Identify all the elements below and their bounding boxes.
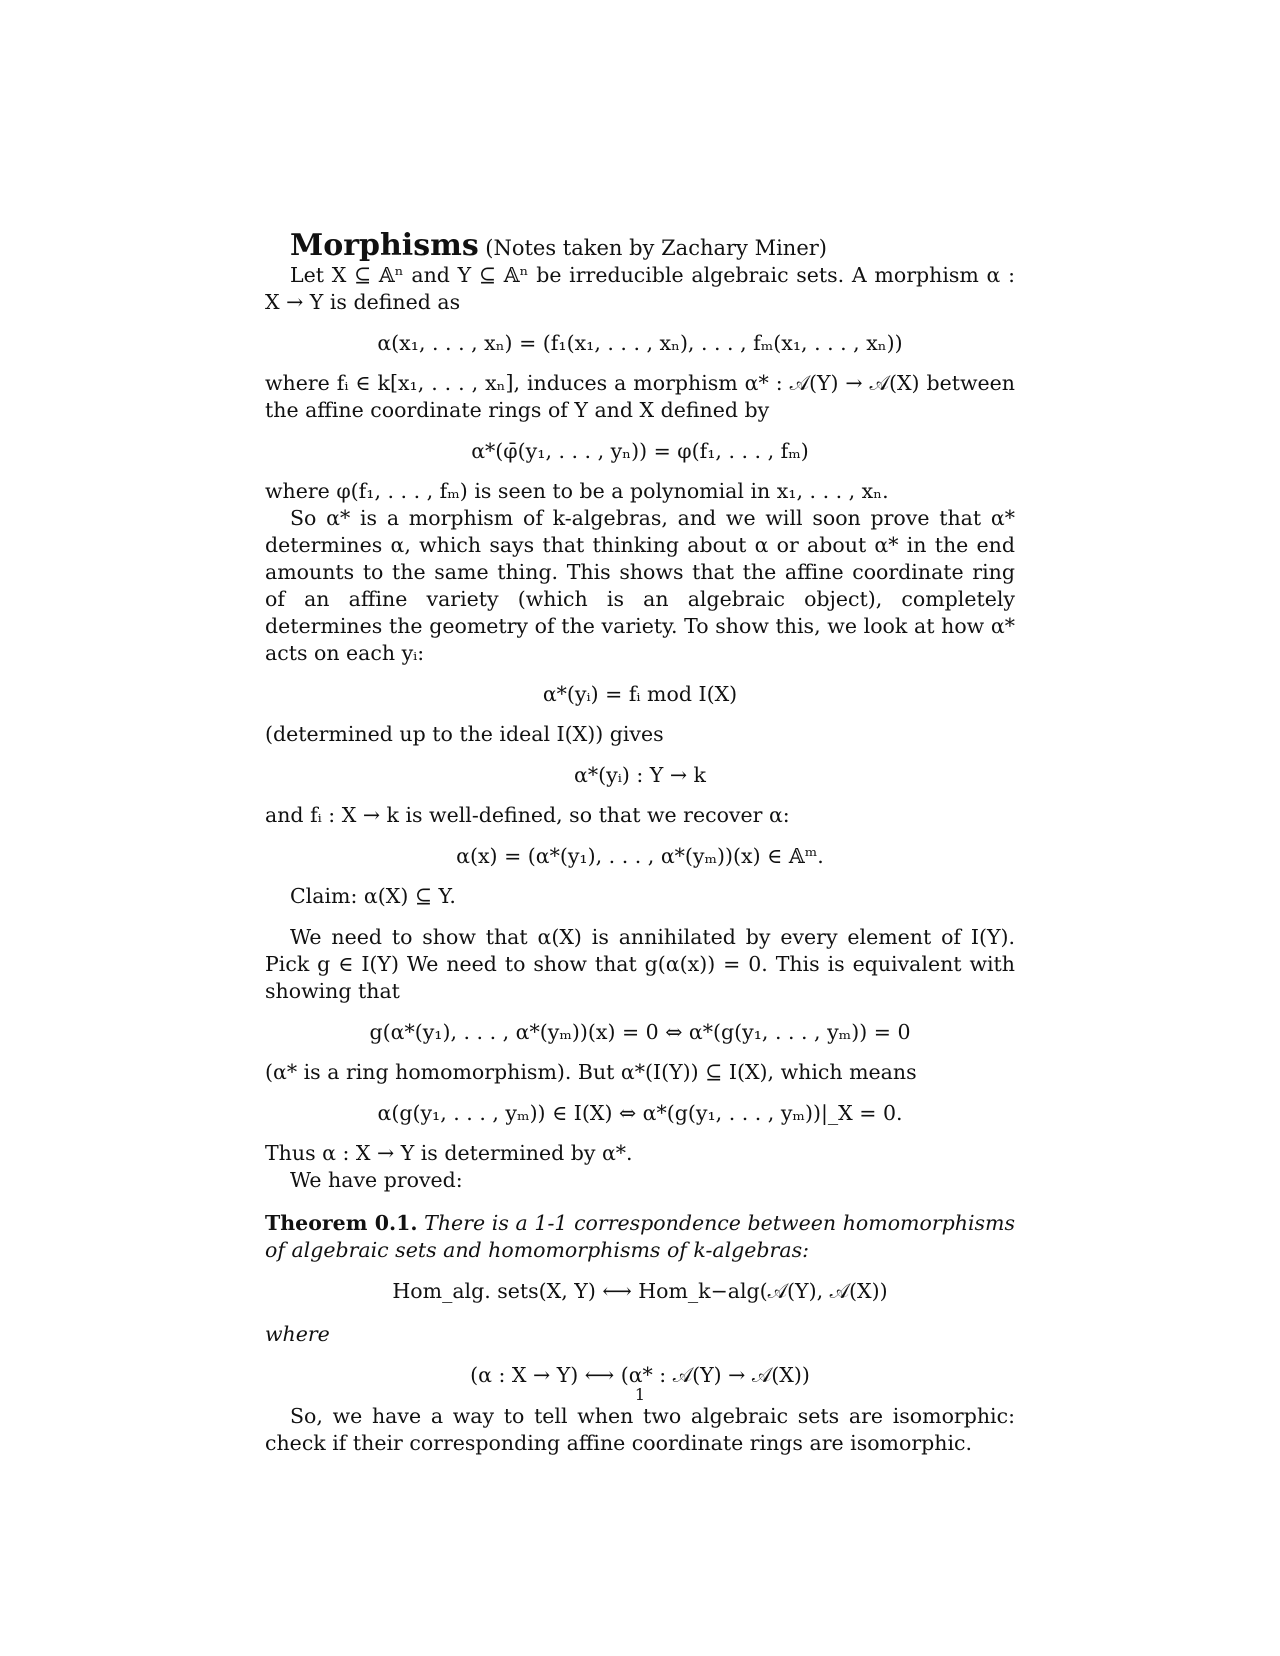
- theorem-label: Theorem 0.1.: [265, 1211, 418, 1235]
- equation-hom-correspondence: Hom_alg. sets(X, Y) ⟷ Hom_k−alg(𝒜(Y), 𝒜(X)): [392, 1279, 888, 1303]
- equation-recover-alpha: α(x) = (α*(y₁), . . . , α*(yₘ))(x) ∈ 𝔸ᵐ.: [456, 844, 824, 868]
- paragraph-thus: Thus α : X → Y is determined by α*.: [265, 1141, 633, 1165]
- note-taker: (Notes taken by Zachary Miner): [485, 236, 827, 260]
- paragraph-proof: We need to show that α(X) is annihilated by every element of I(Y). Pick g ∈ I(Y) We need to show that g(α(x)) = 0. This is equivalent with showing that: [265, 925, 1015, 1003]
- paragraph-k-algebras: So α* is a morphism of k-algebras, and we will soon prove that α* determines α, which says that thinking about α or about α* in the end amounts to the same thing. This shows that the affine coordinate ring of an affine variety (which is an algebraic object), completely determines the geometry of the variety. To show this, we look at how α* acts on each yᵢ:: [265, 506, 1015, 665]
- heading: [265, 228, 1015, 263]
- document-page: [265, 228, 1015, 1457]
- paragraph-recover: and fᵢ : X → k is well-defined, so that we recover α:: [265, 803, 790, 827]
- theorem: [265, 1210, 1015, 1264]
- paragraph-definition: Let X ⊆ 𝔸ⁿ and Y ⊆ 𝔸ⁿ be irreducible algebraic sets. A morphism α : X → Y is defined as: [265, 263, 1015, 314]
- equation-morphism: α(x₁, . . . , xₙ) = (f₁(x₁, . . . , xₙ), . . . , fₘ(x₁, . . . , xₙ)): [377, 331, 903, 355]
- paragraph-induces: where fᵢ ∈ k[x₁, . . . , xₙ], induces a morphism α* : 𝒜(Y) → 𝒜(X) between the affine coordinate rings of Y and X defined by: [265, 371, 1015, 422]
- paragraph-ring-hom: (α* is a ring homomorphism). But α*(I(Y)) ⊆ I(X), which means: [265, 1060, 917, 1084]
- paragraph-proved: We have proved:: [290, 1168, 463, 1192]
- paragraph-conclusion: So, we have a way to tell when two algebraic sets are isomorphic: check if their corresponding affine coordinate rings are isomorphic.: [265, 1404, 1015, 1455]
- claim: Claim: α(X) ⊆ Y.: [290, 884, 456, 908]
- paragraph-determined: (determined up to the ideal I(X)) gives: [265, 722, 664, 746]
- where-word: where: [265, 1322, 330, 1346]
- theorem-statement: There is a 1-1 correspondence between homomorphisms of algebraic sets and homomorphisms of k-algebras:: [265, 1211, 1015, 1262]
- equation-action-yi: α*(yᵢ) = fᵢ mod I(X): [542, 682, 738, 706]
- paragraph-polynomial: where φ(f₁, . . . , fₘ) is seen to be a polynomial in x₁, . . . , xₙ.: [265, 479, 889, 503]
- equation-alpha-correspondence: (α : X → Y) ⟷ (α* : 𝒜(Y) → 𝒜(X)): [470, 1363, 810, 1387]
- page-number: 1: [634, 1385, 646, 1404]
- equation-pullback: α*(φ̄(y₁, . . . , yₙ)) = φ(f₁, . . . , fₘ): [471, 439, 809, 463]
- equation-ideal: α(g(y₁, . . . , yₘ)) ∈ I(X) ⇔ α*(g(y₁, . . . , yₘ))|_X = 0.: [377, 1101, 903, 1125]
- equation-map-to-k: α*(yᵢ) : Y → k: [574, 763, 706, 787]
- equation-equivalence: g(α*(y₁), . . . , α*(yₘ))(x) = 0 ⇔ α*(g(y₁, . . . , yₘ)) = 0: [369, 1020, 911, 1044]
- page-title: Morphisms: [290, 228, 479, 263]
